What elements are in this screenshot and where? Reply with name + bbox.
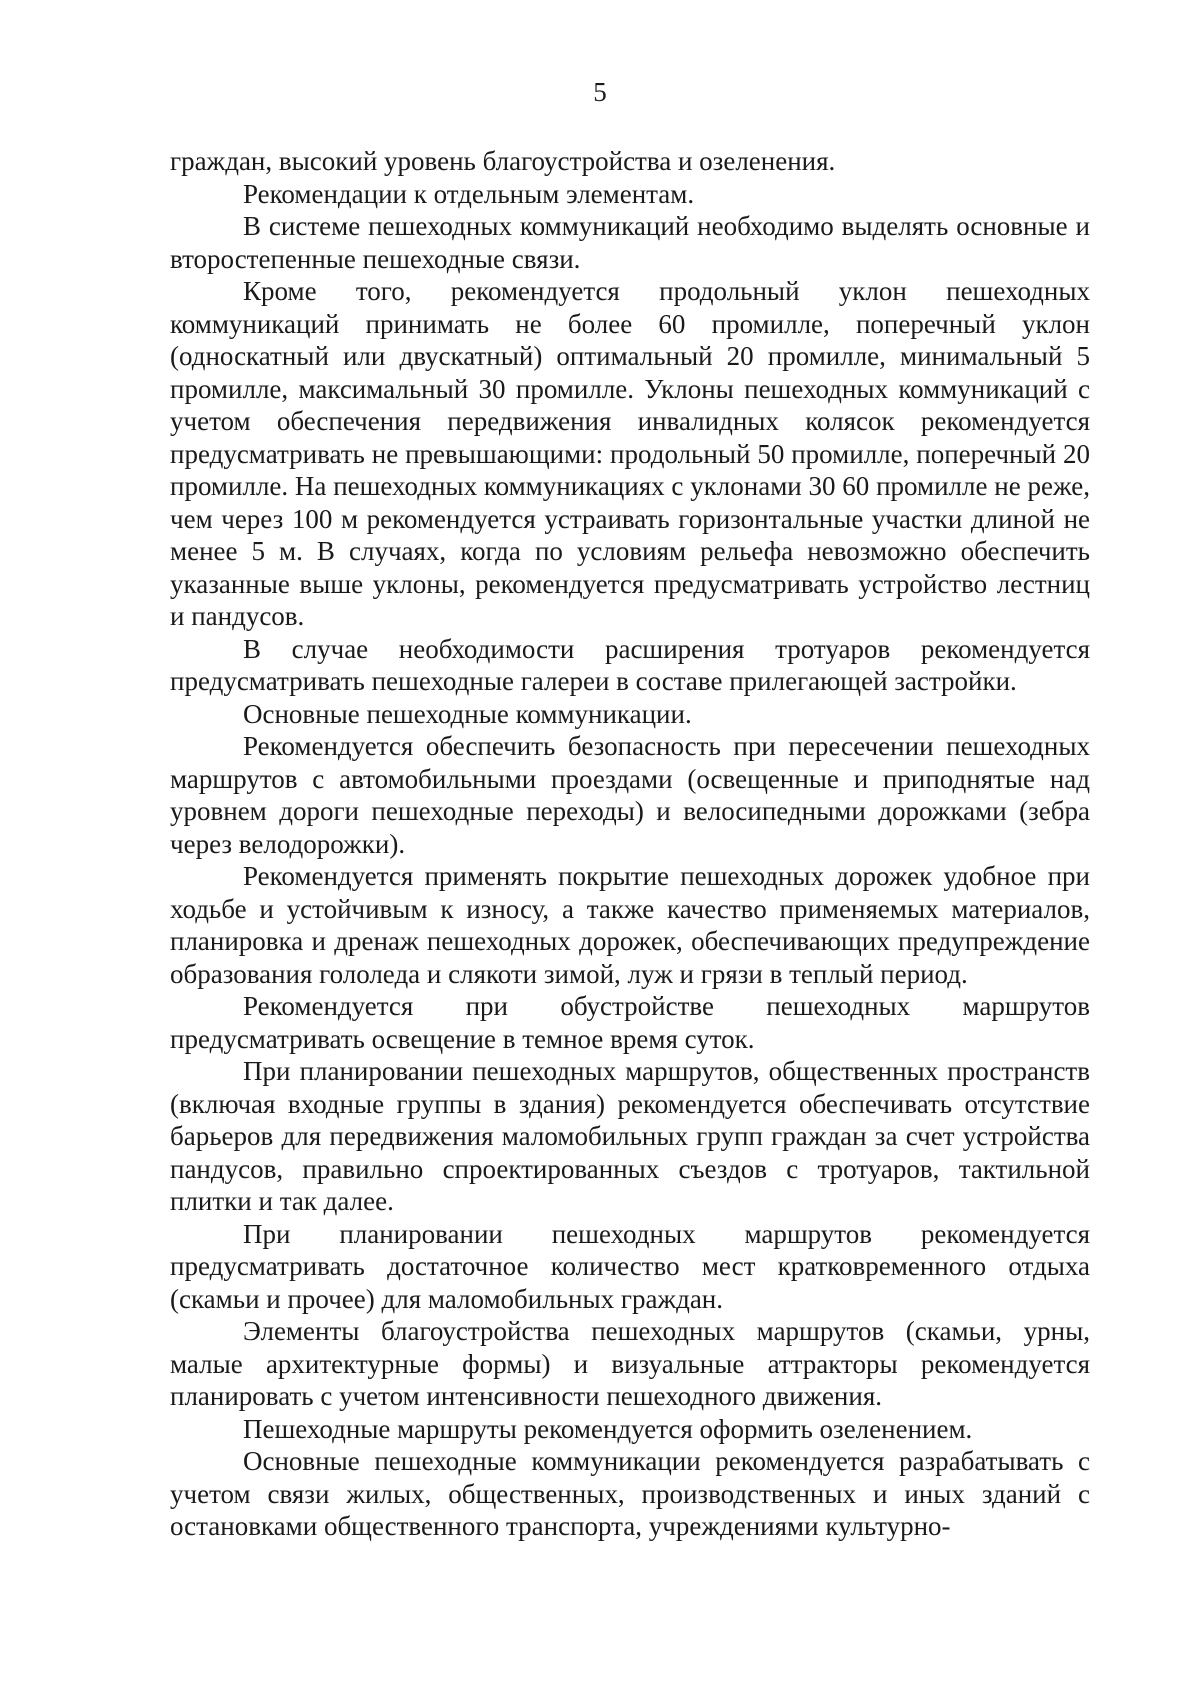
paragraph-section-title-main-communications: Основные пешеходные коммуникации. [243, 698, 692, 729]
page-number: 5 [593, 77, 607, 107]
paragraph: При планировании пешеходных маршрутов, общественных пространств (включая входные группы в здания) рекомендуется обеспечивать отсутствие барьеров для передвижения маломобильных групп граждан за счет устройства пандусов, правильно спроектированных съездов с тротуаров, тактильной плитки и так далее. [170, 1056, 1090, 1216]
paragraph: При планировании пешеходных маршрутов рекомендуется предусматривать достаточное количество мест кратковременного отдыха (скамьи и прочее) для маломобильных граждан. [170, 1218, 1090, 1314]
paragraph: В случае необходимости расширения тротуаров рекомендуется предусматривать пешеходные галереи в составе прилегающей застройки. [170, 633, 1090, 696]
paragraph: Пешеходные маршруты рекомендуется оформить озеленением. [243, 1413, 973, 1444]
document-body [170, 145, 1090, 1543]
paragraph: В системе пешеходных коммуникаций необходимо выделять основные и второстепенные пешеходные связи. [170, 211, 1090, 274]
paragraph: Элементы благоустройства пешеходных маршрутов (скамьи, урны, малые архитектурные формы) и визуальные аттракторы рекомендуется планировать с учетом интенсивности пешеходного движения. [170, 1316, 1090, 1411]
paragraph-slopes: Кроме того, рекомендуется продольный уклон пешеходных коммуникаций принимать не более 60 промилле, поперечный уклон (односкатный или двускатный) оптимальный 20 промилле, минимальный 5 промилле, максимальный 30 промилле. Уклоны пешеходных коммуникаций с учетом обеспечения передвижения инвалидных колясок рекомендуется предусматривать не превышающими: продольный 50 промилле, поперечный 20 промилле. На пешеходных коммуникациях с уклонами 30 60 промилле не реже, чем через 100 м рекомендуется устраивать горизонтальные участки длиной не менее 5 м. В случаях, когда по условиям рельефа невозможно обеспечить указанные выше уклоны, рекомендуется предусматривать устройство лестниц и пандусов. [170, 276, 1090, 631]
paragraph-continuation: граждан, высокий уровень благоустройства и озеленения. [170, 146, 836, 176]
paragraph: Рекомендуется обеспечить безопасность при пересечении пешеходных маршрутов с автомобильными проездами (освещенные и приподнятые над уровнем дороги пешеходные переходы) и велосипедными дорожками (зебра через велодорожки). [170, 731, 1090, 859]
paragraph: Рекомендуется применять покрытие пешеходных дорожек удобное при ходьбе и устойчивым к износу, а также качество применяемых материалов, планировка и дренаж пешеходных дорожек, обеспечивающих предупреждение образования гололеда и слякоти зимой, луж и грязи в теплый период. [170, 861, 1090, 989]
paragraph: Рекомендуется при обустройстве пешеходных маршрутов предусматривать освещение в темное время суток. [170, 991, 1090, 1054]
paragraph-continues-next-page: Основные пешеходные коммуникации рекомендуется разрабатывать с учетом связи жилых, общественных, производственных и иных зданий с остановками общественного транспорта, учреждениями культурно- [170, 1446, 1090, 1541]
paragraph-section-title-recommendations: Рекомендации к отдельным элементам. [243, 178, 695, 209]
